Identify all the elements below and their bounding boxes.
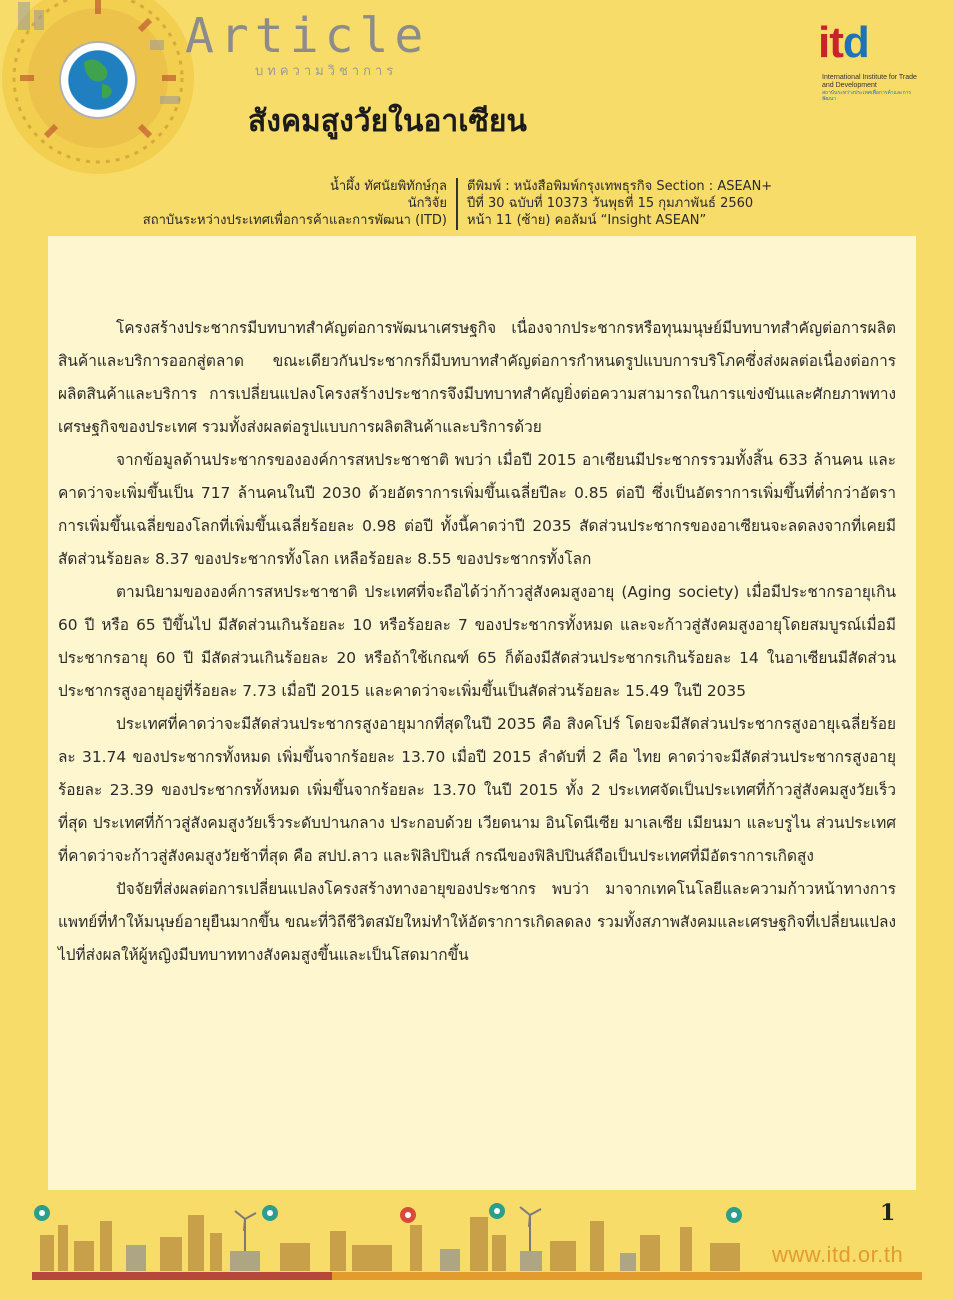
logo-mark: itd <box>818 18 869 67</box>
author-block <box>143 178 447 229</box>
publication-source: ตีพิมพ์ : หนังสือพิมพ์กรุงเทพธุรกิจ Section : ASEAN+ <box>467 179 773 194</box>
page-number: 1 <box>880 1200 896 1226</box>
publication-issue: ปีที่ 30 ฉบับที่ 10373 วันพุธที่ 15 กุมภาพันธ์ 2560 <box>467 196 754 211</box>
itd-logo <box>818 18 918 100</box>
paragraph: ประเทศที่คาดว่าจะมีสัดส่วนประชากรสูงอายุมากที่สุดในปี 2035 คือ สิงคโปร์ โดยจะมีสัดส่วนประชากรสูงอายุเฉลี่ยร้อยละ 31.74 ของประชากรทั้งหมด เพิ่มขึ้นจากร้อยละ 13.70 เมื่อปี 2015 ลำดับที่ 2 คือ ไทย คาดว่าจะมีสัดส่วนประชากรสูงอายุร้อยละ 23.39 ของประชากรทั้งหมด เพิ่มขึ้นจากร้อยละ 13.70 ในปี 2015 ทั้ง 2 ประเทศจัดเป็นประเทศที่ก้าวสู่สังคมสูงวัยเร็วที่สุด ประเทศที่ก้าวสู่สังคมสูงวัยเร็วระดับปานกลาง ประกอบด้วย เวียดนาม อินโดนีเซีย มาเลเซีย เมียนมา และบรูไน ส่วนประเทศที่คาดว่าจะก้าวสู่สังคมสูงวัยช้าที่สุด คือ สปป.ลาว และฟิลิปปินส์ กรณีของฟิลิปปินส์ถือเป็นประเทศที่มีอัตราการเกิดสูง <box>58 715 896 865</box>
section-word: Article <box>185 8 430 64</box>
article-panel <box>48 236 916 1190</box>
page-title: สังคมสูงวัยในอาเซียน <box>248 104 527 139</box>
section-subtitle: บทความวิชาการ <box>255 64 398 79</box>
publication-block <box>467 178 772 229</box>
byline-divider <box>456 178 458 230</box>
paragraph: โครงสร้างประชากรมีบทบาทสำคัญต่อการพัฒนาเศรษฐกิจ เนื่องจากประชากรหรือทุนมนุษย์มีบทบาทสำคัญต่อการผลิตสินค้าและบริการออกสู่ตลาด ขณะเดียวกันประชากรก็มีบทบาทสำคัญต่อการกำหนดรูปแบบการบริโภคซึ่งส่งผลต่อเนื่องต่อการผลิตสินค้าและบริการ การเปลี่ยนแปลงโครงสร้างประชากรจึงมีบทบาทสำคัญยิ่งต่อความสามารถในการแข่งขันและศักยภาพทางเศรษฐกิจของประเทศ รวมทั้งส่งผลต่อรูปแบบการผลิตสินค้าและบริการด้วย <box>58 319 896 436</box>
website-link[interactable]: www.itd.or.th <box>772 1242 904 1267</box>
paragraph: ตามนิยามขององค์การสหประชาชาติ ประเทศที่จะถือได้ว่าก้าวสู่สังคมสูงอายุ (Aging society) เมื่อมีประชากรอายุเกิน 60 ปี หรือ 65 ปีขึ้นไป มีสัดส่วนเกินร้อยละ 10 หรือร้อยละ 7 ของประชากรทั้งหมด และจะก้าวสู่สังคมสูงอายุโดยสมบูรณ์เมื่อมีประชากรอายุ 60 ปี มีสัดส่วนเกินร้อยละ 20 หรือถ้าใช้เกณฑ์ 65 ก็ต้องมีสัดส่วนประชากรเกินร้อยละ 14 ในอาเซียนมีสัดส่วนประชากรสูงอายุอยู่ที่ร้อยละ 7.73 เมื่อปี 2015 และคาดว่าจะเพิ่มขึ้นเป็นสัดส่วนร้อยละ 15.49 ในปี 2035 <box>58 583 896 700</box>
globe-icon <box>58 40 138 120</box>
paragraph: จากข้อมูลด้านประชากรขององค์การสหประชาชาติ พบว่า เมื่อปี 2015 อาเซียนมีประชากรรวมทั้งสิ้น 633 ล้านคน และคาดว่าจะเพิ่มขึ้นเป็น 717 ล้านคนในปี 2030 ด้วยอัตราการเพิ่มขึ้นเฉลี่ยปีละ 0.85 ต่อปี ซึ่งเป็นอัตราการเพิ่มขึ้นที่ต่ำกว่าอัตราการเพิ่มขึ้นเฉลี่ยของโลกที่เพิ่มขึ้นเฉลี่ยร้อยละ 0.98 ต่อปี ทั้งนี้คาดว่าปี 2035 สัดส่วนประชากรของอาเซียนจะลดลงจากที่เคยมีสัดส่วนร้อยละ 8.37 ของประชากรทั้งโลก เหลือร้อยละ 8.55 ของประชากรทั้งโลก <box>58 451 896 568</box>
paragraph: ปัจจัยที่ส่งผลต่อการเปลี่ยนแปลงโครงสร้างทางอายุของประชากร พบว่า มาจากเทคโนโลยีและความก้าวหน้าทางการแพทย์ที่ทำให้มนุษย์อายุยืนมากขึ้น ขณะที่วิถีชีวิตสมัยใหม่ทำให้อัตราการเกิดลดลง รวมทั้งสภาพสังคมและเศรษฐกิจที่เปลี่ยนแปลงไปที่ส่งผลให้ผู้หญิงมีบทบาททางสังคมสูงขึ้นและเป็นโสดมากขึ้น <box>58 880 896 964</box>
author-name: น้ำผึ้ง ทัศนัยพิทักษ์กุล <box>329 179 447 194</box>
publication-page: หน้า 11 (ซ้าย) คอลัมน์ “Insight ASEAN” <box>467 213 707 228</box>
logo-caption: International Institute for Trade and Development สถาบันระหว่างประเทศเพื่อการค้าและการพัฒนา <box>822 74 917 102</box>
footer-cityscape <box>30 1195 770 1275</box>
location-pin-icon <box>34 1203 742 1223</box>
footer-bar <box>32 1272 922 1280</box>
author-org: สถาบันระหว่างประเทศเพื่อการค้าและการพัฒนา (ITD) <box>142 213 447 228</box>
author-role: นักวิจัย <box>407 196 447 211</box>
article-body <box>58 312 896 972</box>
